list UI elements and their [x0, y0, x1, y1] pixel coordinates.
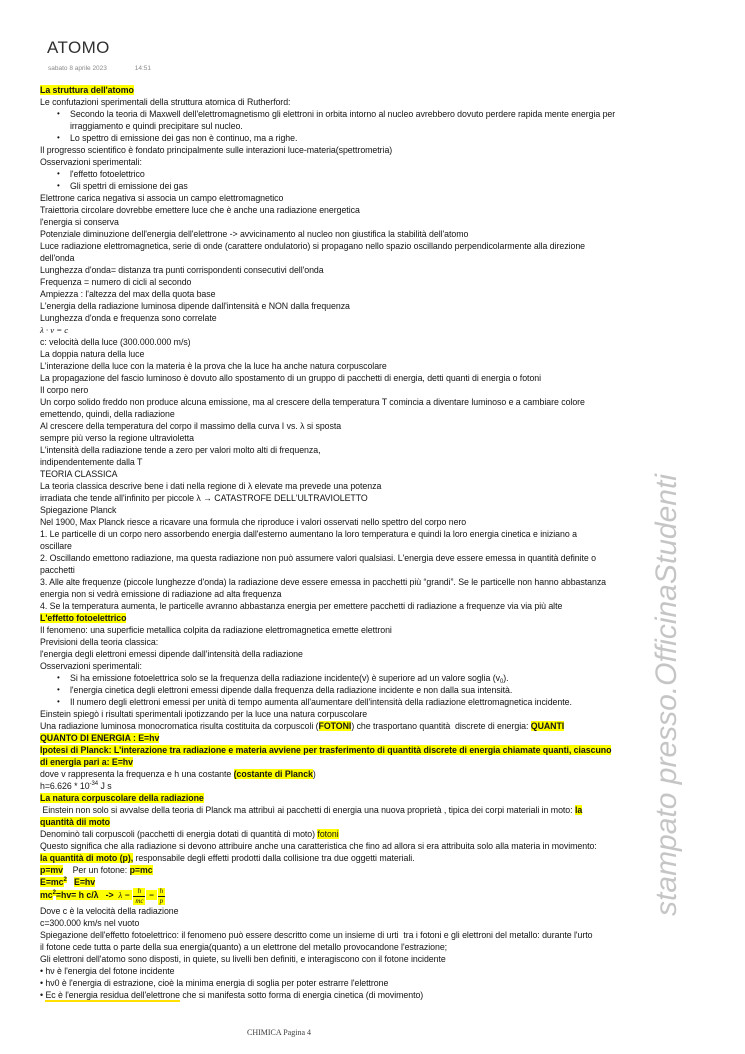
text-line — [40, 864, 730, 876]
fraction-part: h — [159, 887, 164, 895]
text-segment: Al crescere della temperatura del corpo il massimo della curva I vs. λ si sposta — [40, 421, 342, 431]
text-segment: J s — [98, 781, 112, 791]
text-segment: irraggiamento e quindi precipitare sul nucleo. — [70, 121, 243, 131]
text-segment: Il numero degli elettroni emessi per unità di tempo aumenta all'aumentare dell'intensità della radiazione elettromagnetica incidente. — [70, 697, 572, 707]
text-line — [40, 408, 730, 420]
text-segment: l'energia si conserva — [40, 217, 119, 227]
text-line — [40, 744, 730, 756]
highlighted-text-segment: p=mc — [129, 865, 153, 875]
text-line — [40, 804, 730, 816]
text-segment: Osservazioni sperimentali: — [40, 157, 142, 167]
highlighted-text-segment: mc — [40, 890, 53, 900]
text-segment: Per un fotone: — [63, 865, 130, 875]
text-line — [40, 732, 730, 744]
highlighted-text-segment: QUANTI — [530, 721, 565, 731]
text-line — [40, 852, 730, 864]
text-segment: che si manifesta sotto forma di energia cinetica (di movimento) — [179, 990, 424, 1000]
text-line — [40, 372, 730, 384]
text-segment: • hν è l'energia del fotone incidente — [40, 966, 175, 976]
text-line — [40, 840, 730, 852]
text-line — [40, 576, 730, 588]
text-line — [40, 276, 730, 288]
text-segment: ) — [312, 769, 316, 779]
text-line — [40, 216, 730, 228]
text-segment: L'interazione della luce con la materia è la prova che la luce ha anche natura corpuscolare — [40, 361, 387, 371]
text-line — [40, 905, 730, 917]
highlighted-text-segment: QUANTO DI ENERGIA : E=hv — [40, 733, 160, 743]
text-line — [40, 953, 730, 965]
highlighted-text-segment: La natura corpuscolare della radiazione — [40, 793, 204, 803]
note-time: 14:51 — [134, 65, 151, 72]
text-segment: Luce radiazione elettromagnetica, serie di onde (carattere ondulatorio) si propagano nello spazio oscillando perpendicolarmente alla direzione — [40, 241, 586, 251]
text-segment: Previsioni della teoria classica: — [40, 637, 159, 647]
text-line — [40, 504, 730, 516]
text-segment — [67, 877, 74, 887]
highlighted-text-segment — [133, 888, 145, 905]
text-line — [40, 917, 730, 929]
text-line — [40, 684, 730, 696]
text-segment: dove v rappresenta la frequenza e h una costante — [40, 769, 234, 779]
text-segment: Spiegazione dell'effetto fotoelettrico: il fenomeno può essere descritto come un insieme di urti tra i fotoni e gli elettroni del metallo: durante l'urto — [40, 930, 593, 940]
text-line — [40, 468, 730, 480]
text-segment: La teoria classica descrive bene i dati nella regione di λ elevate ma prevede una potenza — [40, 481, 382, 491]
text-segment: Il progresso scientifico è fondato principalmente sulle interazioni luce-materia(spettrometria) — [40, 145, 393, 155]
text-segment: TEORIA CLASSICA — [40, 469, 118, 479]
text-segment: La propagazione del fascio luminoso è dovuto allo spostamento di un gruppo di pacchetti di energia, detti quanti di energia o fotoni — [40, 373, 542, 383]
highlighted-text-segment — [158, 888, 165, 905]
text-segment: c: velocità della luce (300.000.000 m/s) — [40, 337, 191, 347]
text-segment: 2. Oscillando emettono radiazione, ma questa radiazione non può assumere valori qualsiasi. L'energia deve essere emessa in quantità definite o — [40, 553, 596, 563]
bullet-icon: • — [57, 181, 60, 190]
text-line — [40, 528, 730, 540]
text-line — [40, 444, 730, 456]
text-line — [40, 252, 730, 264]
text-line — [40, 432, 730, 444]
text-segment: pacchetti — [40, 565, 75, 575]
text-line — [40, 648, 730, 660]
text-segment: sempre più verso la regione ultravioletta — [40, 433, 194, 443]
text-line — [40, 672, 730, 684]
text-segment: Spiegazione Planck — [40, 505, 117, 515]
text-line — [40, 828, 730, 840]
highlighted-text-segment: =hv= h c/λ -> — [55, 890, 119, 900]
text-segment: Lunghezza d'onda e frequenza sono correlate — [40, 313, 217, 323]
text-line — [40, 360, 730, 372]
text-line — [40, 348, 730, 360]
text-segment: Ampiezza : l'altezza del max della quota base — [40, 289, 216, 299]
text-segment: Si ha emissione fotoelettrica solo se la frequenza della radiazione incidente(v) è superiore ad un valore soglia (v — [70, 673, 500, 683]
text-segment: Ec è l'energia residua dell'elettrone — [45, 990, 180, 1000]
highlighted-text-segment: λ = — [118, 890, 133, 900]
text-line — [40, 816, 730, 828]
text-segment: emettendo, quindi, della radiazione — [40, 409, 175, 419]
text-line — [40, 624, 730, 636]
text-line — [40, 384, 730, 396]
text-segment: L'energia della radiazione luminosa dipende dall'intensità e NON dalla frequenza — [40, 301, 350, 311]
highlighted-text-segment: di energia pari a: E=hv — [40, 757, 133, 767]
text-line — [40, 792, 730, 804]
text-line — [40, 108, 730, 120]
watermark: stampato presso.OfficinaStudenti — [650, 474, 683, 916]
text-line — [40, 180, 730, 192]
text-segment: ) che trasportano quantità discrete di energia: — [351, 721, 531, 731]
text-segment: il fotone cede tutta o parte della sua energia(quanto) a un elettrone del metallo provocandone l'estrazione; — [40, 942, 448, 952]
text-segment: Il fenomeno: una superficie metallica colpita da radiazione elettromagnetica emette elettroni — [40, 625, 392, 635]
highlighted-text-segment: (costante di Planck — [233, 769, 313, 779]
text-line — [40, 456, 730, 468]
text-line — [40, 588, 730, 600]
text-line — [40, 756, 730, 768]
text-segment: Un corpo solido freddo non produce alcuna emissione, ma al crescere della temperatura T comincia a diventare luminoso e a cambiare colore — [40, 397, 585, 407]
text-line — [40, 660, 730, 672]
page-title: ATOMO — [47, 38, 110, 57]
text-line — [40, 84, 730, 96]
text-segment: oscillare — [40, 541, 72, 551]
highlighted-text-segment: 2 — [63, 877, 67, 883]
text-segment: La doppia natura della luce — [40, 349, 145, 359]
highlighted-text-segment: p=mv — [40, 865, 64, 875]
highlighted-text-segment: 2 — [52, 890, 56, 896]
text-segment: Una radiazione luminosa monocromatica risulta costituita da corpuscoli ( — [40, 721, 319, 731]
text-line — [40, 324, 730, 336]
text-segment: Dove c è la velocità della radiazione — [40, 906, 179, 916]
text-line — [40, 720, 730, 732]
text-line — [40, 564, 730, 576]
highlighted-text-segment: la — [574, 805, 583, 815]
text-segment: Frequenza = numero di cicli al secondo — [40, 277, 192, 287]
text-line — [40, 636, 730, 648]
text-line — [40, 612, 730, 624]
text-segment: Secondo la teoria di Maxwell dell'elettromagnetismo gli elettroni in orbita intorno al nucleo avrebbero dovuto perdere rapida mente energia per — [70, 109, 616, 119]
text-segment: Einstein spiegò i risultati sperimentali ipotizzando per la luce una natura corpuscolare — [40, 709, 368, 719]
text-segment: L'intensità della radiazione tende a zero per valori molto alti di frequenza, — [40, 445, 321, 455]
fraction-part: p — [159, 897, 164, 905]
text-line — [40, 888, 730, 905]
text-line — [40, 240, 730, 252]
text-segment: c=300.000 km/s nel vuoto — [40, 918, 140, 928]
text-line — [40, 480, 730, 492]
highlighted-text-segment: FOTONI — [318, 721, 352, 731]
document-body — [40, 84, 730, 1001]
highlighted-text-segment: Ipotesi di Planck: L'interazione tra radiazione e materia avviene per trasferimento di quantità discrete di energia chiamate quanti, ciascuno — [40, 745, 612, 755]
text-segment: Gli elettroni dell'atomo sono disposti, in quiete, su livelli ben definiti, e interagiscono con il fotone incidente — [40, 954, 446, 964]
text-line — [40, 396, 730, 408]
text-segment: l'effetto fotoelettrico — [70, 169, 145, 179]
text-segment: Potenziale diminuzione dell'energia dell'elettrone -> avvicinamento al nucleo non giustifica la stabilità dell'atomo — [40, 229, 469, 239]
text-segment: 3. Alle alte frequenze (piccole lunghezze d'onda) la radiazione deve essere emessa in pacchetti più “grandi”. Se le particelle non hanno abbastanza — [40, 577, 607, 587]
text-line — [40, 96, 730, 108]
text-segment: ). — [503, 673, 509, 683]
text-line — [40, 965, 730, 977]
highlighted-text-segment: quantità dii moto — [40, 817, 111, 827]
text-line — [40, 708, 730, 720]
text-line — [40, 288, 730, 300]
bullet-icon: • — [57, 169, 60, 178]
text-segment: Gli spettri di emissione dei gas — [70, 181, 188, 191]
fraction-part: h — [133, 888, 145, 897]
text-segment: Le confutazioni sperimentali della struttura atomica di Rutherford: — [40, 97, 291, 107]
text-line — [40, 300, 730, 312]
text-segment: 4. Se la temperatura aumenta, le particelle avranno abbastanza energia per emettere pacchetti di radiazione a frequenze via via più alte — [40, 601, 563, 611]
text-line — [40, 941, 730, 953]
text-segment: l'energia cinetica degli elettroni emessi dipende dalla frequenza della radiazione incidente e non dalla sua intensità. — [70, 685, 513, 695]
text-segment: Traiettoria circolare dovrebbe emettere luce che è anche una radiazione energetica — [40, 205, 360, 215]
text-line — [40, 696, 730, 708]
bullet-icon: • — [57, 685, 60, 694]
text-segment: Denominò tali corpuscoli (pacchetti di energia dotati di quantità di moto) — [40, 829, 318, 839]
text-line — [40, 420, 730, 432]
text-segment: Questo significa che alla radiazione si devono attribuire anche una caratteristica che fino ad allora si era attribuita solo alla materia in movimento: — [40, 841, 597, 851]
text-line — [40, 120, 730, 132]
text-line — [40, 780, 730, 792]
text-line — [40, 516, 730, 528]
bullet-icon: • — [57, 109, 60, 118]
text-segment: λ · ν = c — [40, 325, 69, 335]
text-segment: irradiata che tende all'infinito per piccole λ → CATASTROFE DELL'ULTRAVIOLETTO — [40, 493, 368, 503]
highlighted-text-segment: fotoni — [317, 829, 339, 839]
note-date: sabato 8 aprile 2023 — [48, 65, 107, 72]
text-segment: Einstein non solo si avvalse della teoria di Planck ma attribuì ai pacchetti di energia una nuova proprietà , tipica dei corpi materiali in moto: — [40, 805, 575, 815]
text-segment: • — [40, 990, 46, 1000]
highlighted-text-segment: La struttura dell'atomo — [40, 85, 134, 95]
text-line — [40, 876, 730, 888]
text-line — [40, 929, 730, 941]
text-segment: h=6.626 * 10 — [40, 781, 90, 791]
text-line — [40, 492, 730, 504]
text-segment: Elettrone carica negativa si associa un campo elettromagnetico — [40, 193, 284, 203]
highlighted-text-segment: = — [146, 890, 157, 900]
text-segment: Nel 1900, Max Planck riesce a ricavare una formula che riproduce i valori osservati nello spettro del corpo nero — [40, 517, 467, 527]
text-line — [40, 192, 730, 204]
highlighted-text-segment: la quantità di moto (p), — [40, 853, 134, 863]
text-line — [40, 552, 730, 564]
text-segment: dell'onda — [40, 253, 75, 263]
text-line — [40, 989, 730, 1001]
text-segment: Il corpo nero — [40, 385, 89, 395]
text-segment: Lo spettro di emissione dei gas non è continuo, ma a righe. — [70, 133, 298, 143]
highlighted-text-segment: E=hv — [74, 877, 96, 887]
text-line — [40, 204, 730, 216]
fraction-part: mc — [135, 897, 144, 905]
note-meta — [48, 65, 151, 72]
text-segment: indipendentemente dalla T — [40, 457, 143, 467]
bullet-icon: • — [57, 697, 60, 706]
bullet-icon: • — [57, 673, 60, 682]
text-segment: -34 — [89, 781, 99, 787]
text-segment: Lunghezza d'onda= distanza tra punti corrispondenti consecutivi dell'onda — [40, 265, 324, 275]
bullet-icon: • — [57, 133, 60, 142]
text-line — [40, 977, 730, 989]
text-segment: • hν0 è l'energia di estrazione, cioè la minima energia di soglia per poter estrarre l'elettrone — [40, 978, 389, 988]
text-line — [40, 312, 730, 324]
text-line — [40, 540, 730, 552]
text-segment: Osservazioni sperimentali: — [40, 661, 142, 671]
text-segment: 0 — [499, 679, 504, 685]
text-line — [40, 156, 730, 168]
text-segment: l'energia degli elettroni emessi dipende dall'intensità della radiazione — [40, 649, 303, 659]
text-line — [40, 228, 730, 240]
text-line — [40, 132, 730, 144]
text-line — [40, 264, 730, 276]
text-segment: responsabile degli effetti prodotti dalla collisione tra due oggetti materiali. — [133, 853, 415, 863]
text-segment: energia non si vedrà emissione di radiazione ad alta frequenza — [40, 589, 282, 599]
text-line — [40, 768, 730, 780]
text-line — [40, 336, 730, 348]
text-line — [40, 144, 730, 156]
text-segment: 1. Le particelle di un corpo nero assorbendo energia dall'esterno aumentano la loro temperatura e quindi la loro energia cinetica e iniziano a — [40, 529, 577, 539]
text-line — [40, 168, 730, 180]
highlighted-text-segment: L'effetto fotoelettrico — [40, 613, 127, 623]
highlighted-text-segment: E=mc — [40, 877, 64, 887]
text-line — [40, 600, 730, 612]
page-footer: CHIMICA Pagina 4 — [247, 1028, 311, 1037]
